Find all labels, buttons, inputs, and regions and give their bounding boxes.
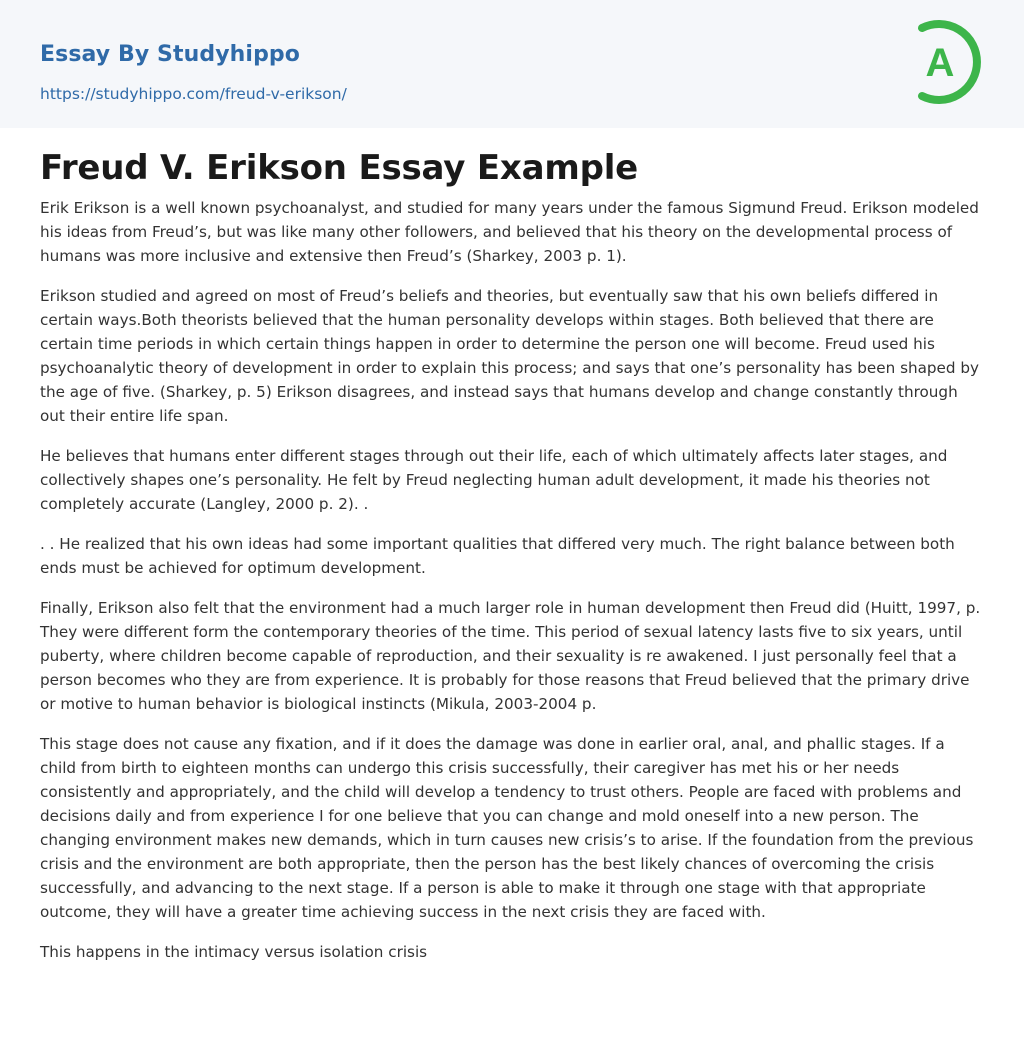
brand-title[interactable]: Essay By Studyhippo (40, 42, 300, 67)
paragraph: He believes that humans enter different stages through out their life, each of which ultimately affects later stages, and collectively shapes one’s personality. He felt by Freud neglecting human adult development, it made his theories not completely accurate (Langley, 2000 p. 2). . (40, 447, 948, 513)
site-header (0, 0, 1024, 128)
page-title: Freud V. Erikson Essay Example (40, 148, 639, 188)
paragraph: . . He realized that his own ideas had some important qualities that differed very much. The right balance between both ends must be achieved for optimum development. (40, 535, 955, 577)
article-content (40, 146, 984, 980)
article-url-link[interactable]: https://studyhippo.com/freud-v-erikson/ (40, 85, 347, 103)
paragraph: Finally, Erikson also felt that the environment had a much larger role in human development then Freud did (Huitt, 1997, p. They were different form the contemporary theories of the time. This period of sexual latency lasts five to six years, until puberty, where children become capable of reproduction, and their sexuality is re awakened. I just personally feel that a person becomes who they are from experience. It is probably for those reasons that Freud believed that the primary drive or motive to human behavior is biological instincts (Mikula, 2003-2004 p. (40, 599, 981, 713)
paragraph: Erikson studied and agreed on most of Freud’s beliefs and theories, but eventually saw that his own beliefs differed in certain ways.Both theorists believed that the human personality develops within stages. Both believed that there are certain time periods in which certain things happen in order to determine the person one will become. Freud used his psychoanalytic theory of development in order to explain this process; and says that one’s personality has been shaped by the age of five. (Sharkey, p. 5) Erikson disagrees, and instead says that humans develop and change constantly through out their entire life span. (40, 287, 979, 425)
studyhippo-logo-icon[interactable] (908, 16, 988, 108)
paragraph: Erik Erikson is a well known psychoanalyst, and studied for many years under the famous Sigmund Freud. Erikson modeled his ideas from Freud’s, but was like many other followers, and believed that his theory on the developmental process of humans was more inclusive and extensive then Freud’s (Sharkey, 2003 p. 1). (40, 199, 979, 265)
paragraph: This happens in the intimacy versus isolation crisis (40, 943, 428, 961)
logo-letter: A (925, 41, 955, 85)
paragraph: This stage does not cause any fixation, and if it does the damage was done in earlier oral, anal, and phallic stages. If a child from birth to eighteen months can undergo this crisis successfully, their caregiver has met his or her needs consistently and appropriately, and the child will develop a tendency to trust others. People are faced with problems and decisions daily and from experience I for one believe that you can change and mold oneself into a new person. The changing environment makes new demands, which in turn causes new crisis’s to arise. If the foundation from the previous crisis and the environment are both appropriate, then the person has the best likely chances of overcoming the crisis successfully, and advancing to the next stage. If a person is able to make it through one stage with that appropriate outcome, they will have a greater time achieving success in the next crisis they are faced with. (40, 735, 974, 921)
